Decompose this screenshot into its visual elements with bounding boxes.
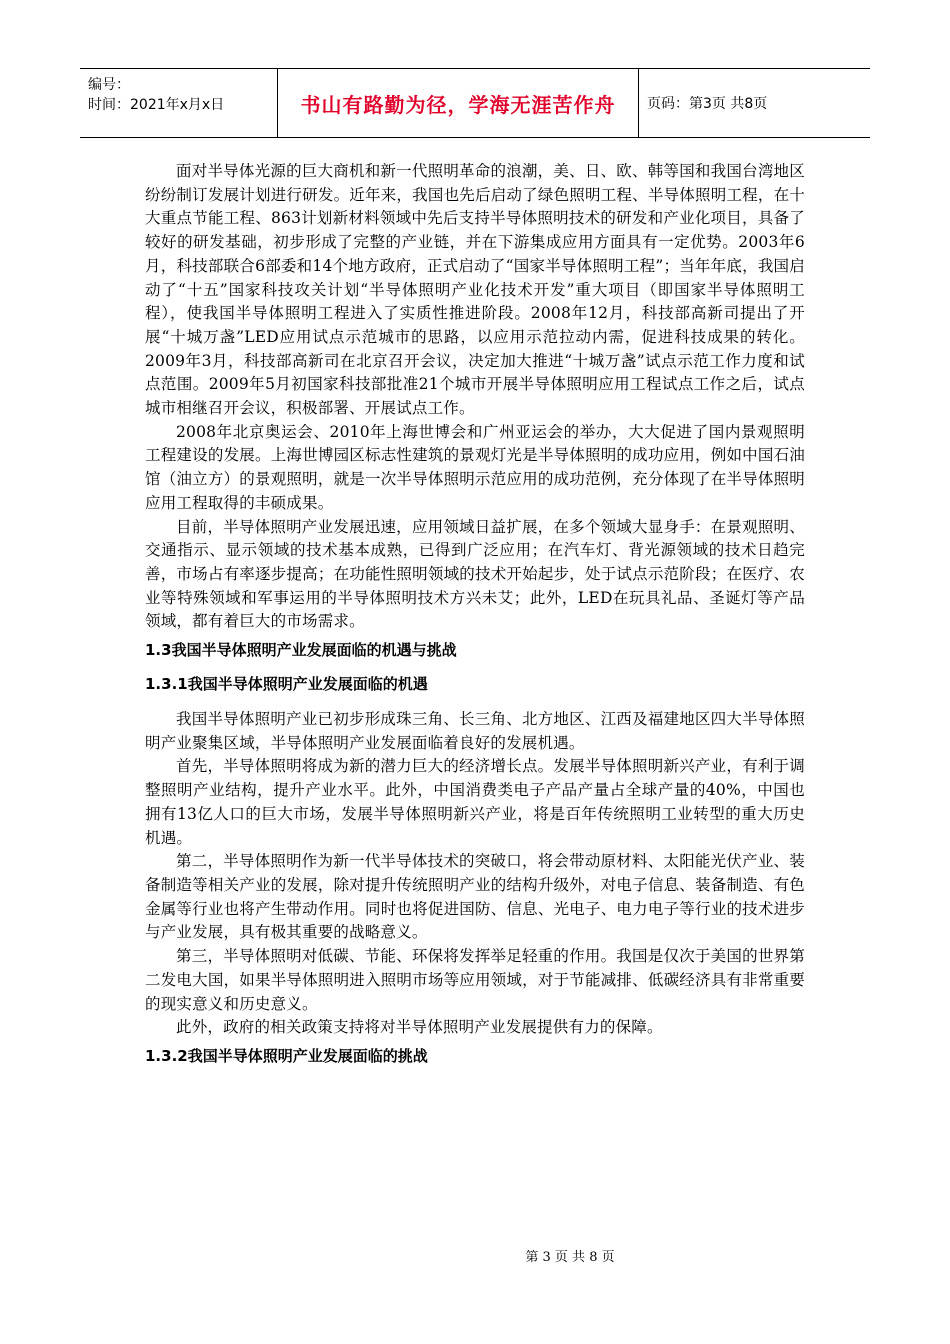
document-body: [145, 160, 805, 1068]
header-page-info: 页码：第3页 共8页: [647, 96, 768, 112]
page-footer: 第 3 页 共 8 页: [525, 1250, 615, 1265]
document-date: 时间：2021年x月x日: [88, 97, 225, 113]
section-heading: 1.3我国半导体照明产业发展面临的机遇与挑战: [145, 641, 457, 660]
page-header: [80, 68, 870, 138]
document-number-label: 编号：: [88, 77, 130, 93]
paragraph: 第三，半导体照明对低碳、节能、环保将发挥举足轻重的作用。我国是仅次于美国的世界第二发电大国，如果半导体照明进入照明市场等应用领域，对于节能减排、低碳经济具有非常重要的现实意义和历史意义。: [145, 947, 805, 1013]
paragraph: 此外，政府的相关政策支持将对半导体照明产业发展提供有力的保障。: [176, 1018, 663, 1037]
header-meta: [80, 69, 278, 137]
header-motto: 书山有路勤为径，学海无涯苦作舟: [278, 69, 639, 137]
paragraph: 首先，半导体照明将成为新的潜力巨大的经济增长点。发展半导体照明新兴产业，有利于调整照明产业结构，提升产业水平。此外，中国消费类电子产品产量占全球产量的40%，中国也拥有13亿人口的巨大市场，发展半导体照明新兴产业，将是百年传统照明工业转型的重大历史机遇。: [145, 757, 805, 847]
paragraph: 2008年北京奥运会、2010年上海世博会和广州亚运会的举办，大大促进了国内景观照明工程建设的发展。上海世博园区标志性建筑的景观灯光是半导体照明的成功应用，例如中国石油馆（油立方）的景观照明，就是一次半导体照明示范应用的成功范例，充分体现了在半导体照明应用工程取得的丰硕成果。: [145, 422, 805, 512]
subsection-heading: 1.3.2我国半导体照明产业发展面临的挑战: [145, 1046, 428, 1065]
paragraph: 目前，半导体照明产业发展迅速，应用领域日益扩展，在多个领域大显身手：在景观照明、交通指示、显示领域的技术基本成熟，已得到广泛应用；在汽车灯、背光源领域的技术日趋完善，市场占有率逐步提高；在功能性照明领域的技术开始起步，处于试点示范阶段；在医疗、农业等特殊领域和军事运用的半导体照明技术方兴未艾；此外，LED在玩具礼品、圣诞灯等产品领域，都有着巨大的市场需求。: [145, 517, 805, 631]
paragraph: 第二，半导体照明作为新一代半导体技术的突破口，将会带动原材料、太阳能光伏产业、装备制造等相关产业的发展，除对提升传统照明产业的结构升级外，对电子信息、装备制造、有色金属等行业也将产生带动作用。同时也将促进国防、信息、光电子、电力电子等行业的技术进步与产业发展，具有极其重要的战略意义。: [145, 852, 805, 942]
subsection-heading: 1.3.1我国半导体照明产业发展面临的机遇: [145, 675, 428, 694]
paragraph: 我国半导体照明产业已初步形成珠三角、长三角、北方地区、江西及福建地区四大半导体照明产业聚集区域，半导体照明产业发展面临着良好的发展机遇。: [145, 710, 805, 752]
paragraph: 面对半导体光源的巨大商机和新一代照明革命的浪潮，美、日、欧、韩等国和我国台湾地区纷纷制订发展计划进行研发。近年来，我国也先后启动了绿色照明工程、半导体照明工程，在十大重点节能工程、863计划新材料领域中先后支持半导体照明技术的研发和产业化项目，具备了较好的研发基础，初步形成了完整的产业链，并在下游集成应用方面具有一定优势。2003年6月，科技部联合6部委和14个地方政府，正式启动了“国家半导体照明工程”；当年年底，我国启动了“十五”国家科技攻关计划“半导体照明产业化技术开发”重大项目（即国家半导体照明工程），使我国半导体照明工程进入了实质性推进阶段。2008年12月，科技部高新司提出了开展“十城万盏”LED应用试点示范城市的思路，以应用示范拉动内需，促进科技成果的转化。2009年3月，科技部高新司在北京召开会议，决定加大推进“十城万盏”试点示范工作力度和试点范围。2009年5月初国家科技部批准21个城市开展半导体照明应用工程试点工作之后，试点城市相继召开会议，积极部署、开展试点工作。: [145, 162, 805, 418]
